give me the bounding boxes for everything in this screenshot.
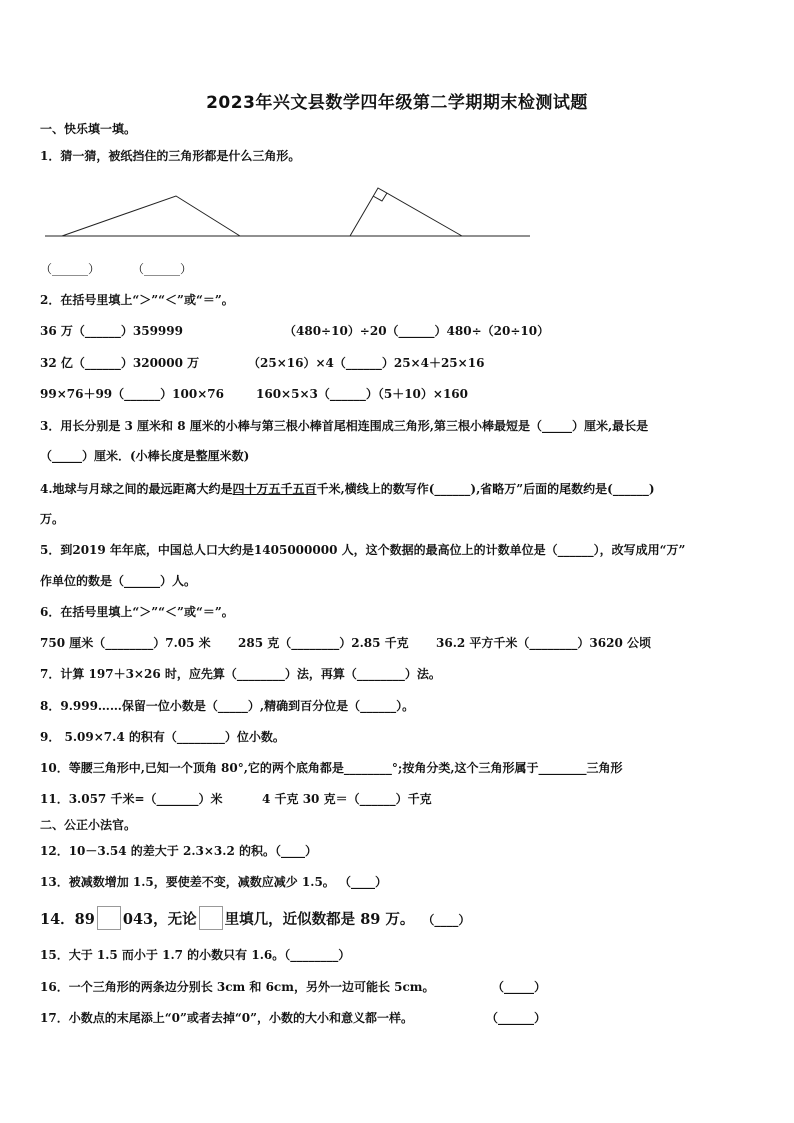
- question-10: 10．等腰三角形中,已知一个顶角 80°,它的两个底角都是________°;按角分类,这个三角形属于________三角形: [40, 761, 623, 775]
- question-4-line-1: [40, 481, 655, 497]
- q16-text: 16．一个三角形的两条边分别长 3cm 和 6cm，另外一边可能长 5cm。: [40, 980, 435, 994]
- q2-item-1[interactable]: 36 万（______）359999: [40, 324, 183, 338]
- triangle-b: [350, 188, 462, 236]
- q2-item-4[interactable]: （25×16）×4（______）25×4＋25×16: [248, 356, 485, 370]
- q1-blank-b[interactable]: （______）: [132, 262, 193, 276]
- question-14: [40, 908, 470, 932]
- question-17: [40, 1010, 760, 1026]
- question-3-line-1: 3．用长分别是 3 厘米和 8 厘米的小棒与第三根小棒首尾相连围成三角形,第三根小棒最短是（_____）厘米,最长是: [40, 419, 649, 433]
- q4-text-post: 千米,横线上的数写作(______),省略万”后面的尾数约是(______): [316, 482, 655, 496]
- hidden-triangles-figure: [40, 182, 540, 242]
- q6-row: [40, 635, 760, 651]
- q17-text: 17．小数点的末尾添上“0”或者去掉“0”，小数的大小和意义都一样。: [40, 1011, 414, 1025]
- q14-text-mid-1: 043，无论: [122, 911, 197, 928]
- q11-item-2[interactable]: 4 千克 30 克＝（______）千克: [262, 792, 432, 806]
- question-9: 9． 5.09×7.4 的积有（________）位小数。: [40, 730, 285, 744]
- q6-item-3[interactable]: 36.2 平方千米（________）3620 公顷: [436, 636, 651, 650]
- q1-blank-a[interactable]: （______）: [40, 262, 101, 276]
- q14-text-pre: 14．89: [40, 911, 95, 928]
- q14-answer-blank[interactable]: （____）: [428, 913, 471, 927]
- question-2: 2．在括号里填上“＞”“＜”或“＝”。: [40, 293, 234, 307]
- q16-answer-blank[interactable]: （_____）: [492, 980, 547, 994]
- right-angle-mark: [373, 193, 387, 201]
- question-12: 12．10－3.54 的差大于 2.3×3.2 的积。（____）: [40, 844, 317, 858]
- q4-underlined-number: 四十万五千五百: [232, 482, 317, 496]
- section-2-heading: 二、公正小法官。: [40, 818, 137, 832]
- q17-answer-blank[interactable]: （______）: [486, 1011, 547, 1025]
- page-title: 2023年兴文县数学四年级第二学期期末检测试题: [206, 93, 588, 113]
- q11-item-1[interactable]: 11．3.057 千米=（_______）米: [40, 792, 223, 806]
- q2-row-3: [40, 386, 760, 402]
- q2-item-2[interactable]: （480÷10）÷20（______）480÷（20÷10）: [284, 324, 550, 338]
- question-16: [40, 979, 760, 995]
- question-6: 6．在括号里填上“＞”“＜”或“＝”。: [40, 605, 234, 619]
- q2-row-1: [40, 323, 760, 339]
- question-5-line-1: 5．到2019 年年底，中国总人口大约是1405000000 人，这个数据的最高位上的计数单位是（______），改写成用“万”: [40, 543, 686, 557]
- question-15: 15．大于 1.5 而小于 1.7 的小数只有 1.6。（________）: [40, 948, 351, 962]
- question-5-line-2: 作单位的数是（______）人。: [40, 574, 197, 588]
- q6-item-1[interactable]: 750 厘米（________）7.05 米: [40, 636, 211, 650]
- q14-digit-box-1: [97, 906, 121, 930]
- question-4-line-2: 万。: [40, 512, 65, 526]
- question-1: 1．猜一猜，被纸挡住的三角形都是什么三角形。: [40, 149, 301, 163]
- q14-digit-box-2: [199, 906, 223, 930]
- section-1-heading: 一、快乐填一填。: [40, 122, 137, 136]
- q2-item-5[interactable]: 99×76＋99（______）100×76: [40, 387, 224, 401]
- q14-text-mid-2: 里填几，近似数都是 89 万。: [224, 911, 415, 928]
- triangle-a: [62, 196, 240, 236]
- q2-item-6[interactable]: 160×5×3（______）（5＋10）×160: [256, 387, 469, 401]
- question-3-line-2: （_____）厘米．(小棒长度是整厘米数): [40, 449, 250, 463]
- q4-text-pre: 4.地球与月球之间的最远距离大约是: [40, 482, 233, 496]
- question-13: 13．被减数增加 1.5，要使差不变，减数应减少 1.5。 （____）: [40, 875, 387, 889]
- q6-item-2[interactable]: 285 克（________）2.85 千克: [238, 636, 409, 650]
- q2-row-2: [40, 355, 760, 371]
- question-8: 8．9.999……保留一位小数是（_____）,精确到百分位是（______）。: [40, 699, 415, 713]
- q2-item-3[interactable]: 32 亿（______）320000 万: [40, 356, 200, 370]
- question-11: [40, 791, 760, 807]
- question-7: 7．计算 197＋3×26 时，应先算（________）法，再算（________）法。: [40, 667, 441, 681]
